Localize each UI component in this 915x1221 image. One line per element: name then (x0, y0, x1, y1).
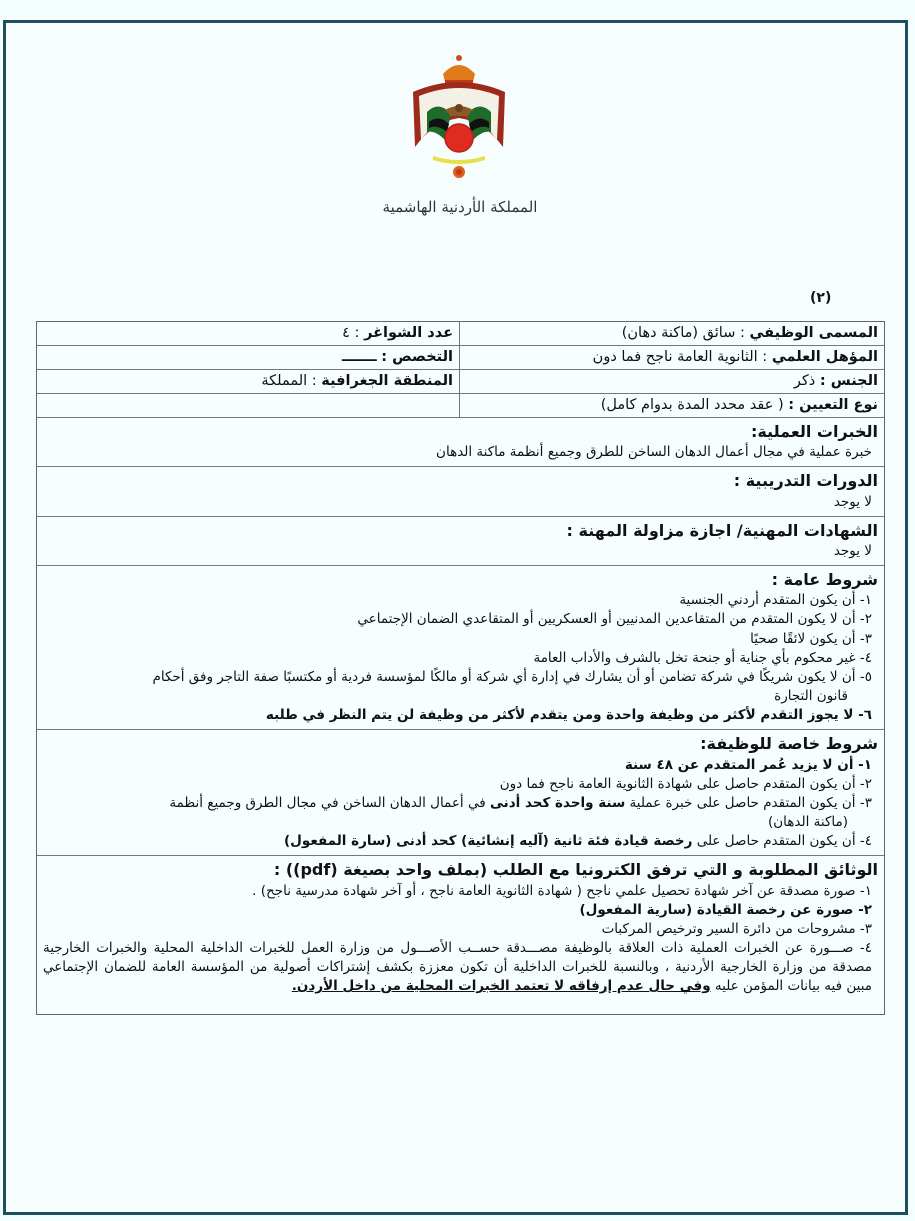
special-condition-4-a: ٤- أن يكون المتقدم حاصل على (692, 833, 872, 850)
documents-title: الوثائق المطلوبة و التي ترفق الكترونيا مع الطلب (بملف واحد بصيغة (pdf)) : (273, 860, 878, 880)
row-qualification-specialization (37, 346, 884, 370)
appointment-value: ( عقد محدد المدة بدوام كامل) (600, 397, 784, 414)
training-section (37, 467, 884, 516)
job-title-label: المسمى الوظيفي (749, 325, 878, 341)
general-conditions-section (37, 566, 884, 730)
row-title-vacancies (37, 322, 884, 346)
qualification-label: المؤهل العلمي (771, 349, 878, 366)
gender-label: الجنس : (819, 373, 878, 390)
certificates-title: الشهادات المهنية/ اجازة مزاولة المهنة : (566, 520, 878, 540)
region-cell (37, 370, 459, 393)
document-4-a: ٤- صـــورة عن الخبرات العملية ذات العلاقة بالوظيفة مصـــدقة حســب الأصـــول من وزارة العمل للخبرات الداخلية المحلية والخبرات الخارجية مصدقة من وزارة الخارجية الأردنية ، وبالنسبة للخبرات الداخلية أن تكون معززة بكشف إشتراكات أصولية من المؤسسة العامة للضمان الإجتماعي مبين فيه بيانات المؤمن عليه (43, 940, 872, 995)
special-conditions-title: شروط خاصة للوظيفة: (700, 734, 878, 754)
qualification-value: : الثانوية العامة ناجح فما دون (592, 349, 768, 366)
certificates-text: لا يوجد (833, 542, 872, 559)
document-4 (43, 939, 878, 996)
document-1: ١- صورة مصدقة عن آخر شهادة تحصيل علمي ناجح ( شهادة الثانوية العامة ناجح ، أو آخر شهادة مدرسية ناجح) . (252, 882, 872, 899)
general-condition-4: ٤- غير محكوم بأي جناية أو جنحة تخل بالشرف والأداب العامة (533, 649, 872, 666)
job-title-value: : سائق (ماكنة دهان) (621, 325, 745, 341)
special-condition-3 (43, 794, 878, 813)
general-condition-2: ٢- أن لا يكون المتقدم من المتقاعدين المدنيين أو العسكريين أو المتقاعدي الضمان الإجتماعي (357, 611, 872, 628)
qualification-cell (459, 346, 884, 369)
gender-cell (459, 370, 884, 393)
general-conditions-title: شروط عامة : (771, 570, 878, 590)
experience-title: الخبرات العملية: (750, 422, 878, 442)
special-condition-4 (43, 832, 878, 851)
empty-cell (37, 394, 459, 417)
training-text: لا يوجد (833, 493, 872, 510)
special-condition-4-b: رخصة قيادة فئة ثانية (آليه إنشائية) كحد أدنى (سارة المفعول) (284, 833, 693, 850)
vacancies-cell (37, 322, 459, 345)
special-condition-1: ١- أن لا يزيد عُمر المتقدم عن ٤٨ سنة (624, 756, 872, 773)
special-condition-2: ٢- أن يكون المتقدم حاصل على شهادة الثانوية العامة ناجح فما دون (499, 775, 872, 792)
appointment-label: نوع التعيين : (788, 397, 878, 414)
job-title-cell (459, 322, 884, 345)
special-condition-3-a: ٣- أن يكون المتقدم حاصل على خبرة عملية (625, 794, 872, 811)
region-label: المنطقة الجغرافية (321, 373, 453, 390)
training-title: الدورات التدريبية : (733, 471, 878, 491)
specialization-cell (37, 346, 459, 369)
experience-section (37, 418, 884, 467)
region-value: : المملكة (261, 373, 317, 390)
general-condition-6: ٦- لا يجوز التقدم لأكثر من وظيفة واحدة ومن يتقدم لأكثر من وظيفة لن يتم النظر في طلبه (265, 707, 872, 724)
row-gender-region (37, 370, 884, 394)
job-details-table (36, 321, 885, 1015)
general-condition-5: ٥- أن لا يكون شريكًا في شركة تضامن أو أن يشارك في إدارة أي شركة أو مالكًا لمؤسسة فردية أو مكتسبًا صفة التاجر وفق أحكام (152, 668, 872, 685)
kingdom-name: المملكة الأردنية الهاشمية (382, 198, 538, 216)
vacancies-label: عدد الشواغر (364, 325, 453, 341)
special-condition-3-c: في أعمال الدهان الساخن في مجال الطرق وجميع أنظمة (169, 794, 490, 811)
jordan-emblem-icon (405, 52, 513, 182)
special-condition-3-cont: (ماكنة الدهان) (767, 814, 848, 831)
row-appointment (37, 394, 884, 418)
specialization-value: ـــــــ (341, 349, 377, 366)
document-2: ٢- صورة عن رخصة القيادة (سارية المفعول) (579, 901, 872, 918)
special-conditions-section (37, 730, 884, 856)
appointment-cell (459, 394, 884, 417)
general-condition-3: ٣- أن يكون لائقًا صحيًا (750, 630, 872, 647)
specialization-label: التخصص : (381, 349, 453, 366)
special-condition-3-b: سنة واحدة كحد أدنى (489, 794, 626, 811)
certificates-section (37, 517, 884, 566)
document-3: ٣- مشروحات من دائرة السير وترخيص المركبات (601, 920, 872, 937)
page-number: (٢) (810, 290, 832, 306)
experience-text: خبرة عملية في مجال أعمال الدهان الساخن للطرق وجميع أنظمة ماكنة الدهان (436, 444, 872, 461)
document-4-b: وفي حال عدم إرفاقه لا تعتمد الخبرات المحلية من داخل الأردن. (291, 978, 711, 995)
general-condition-5-cont: قانون التجارة (774, 688, 848, 705)
documents-section (37, 856, 884, 1014)
gender-value: ذكر (793, 373, 816, 390)
general-condition-1: ١- أن يكون المتقدم أردني الجنسية (679, 592, 872, 609)
vacancies-value: : ٤ (342, 325, 360, 341)
